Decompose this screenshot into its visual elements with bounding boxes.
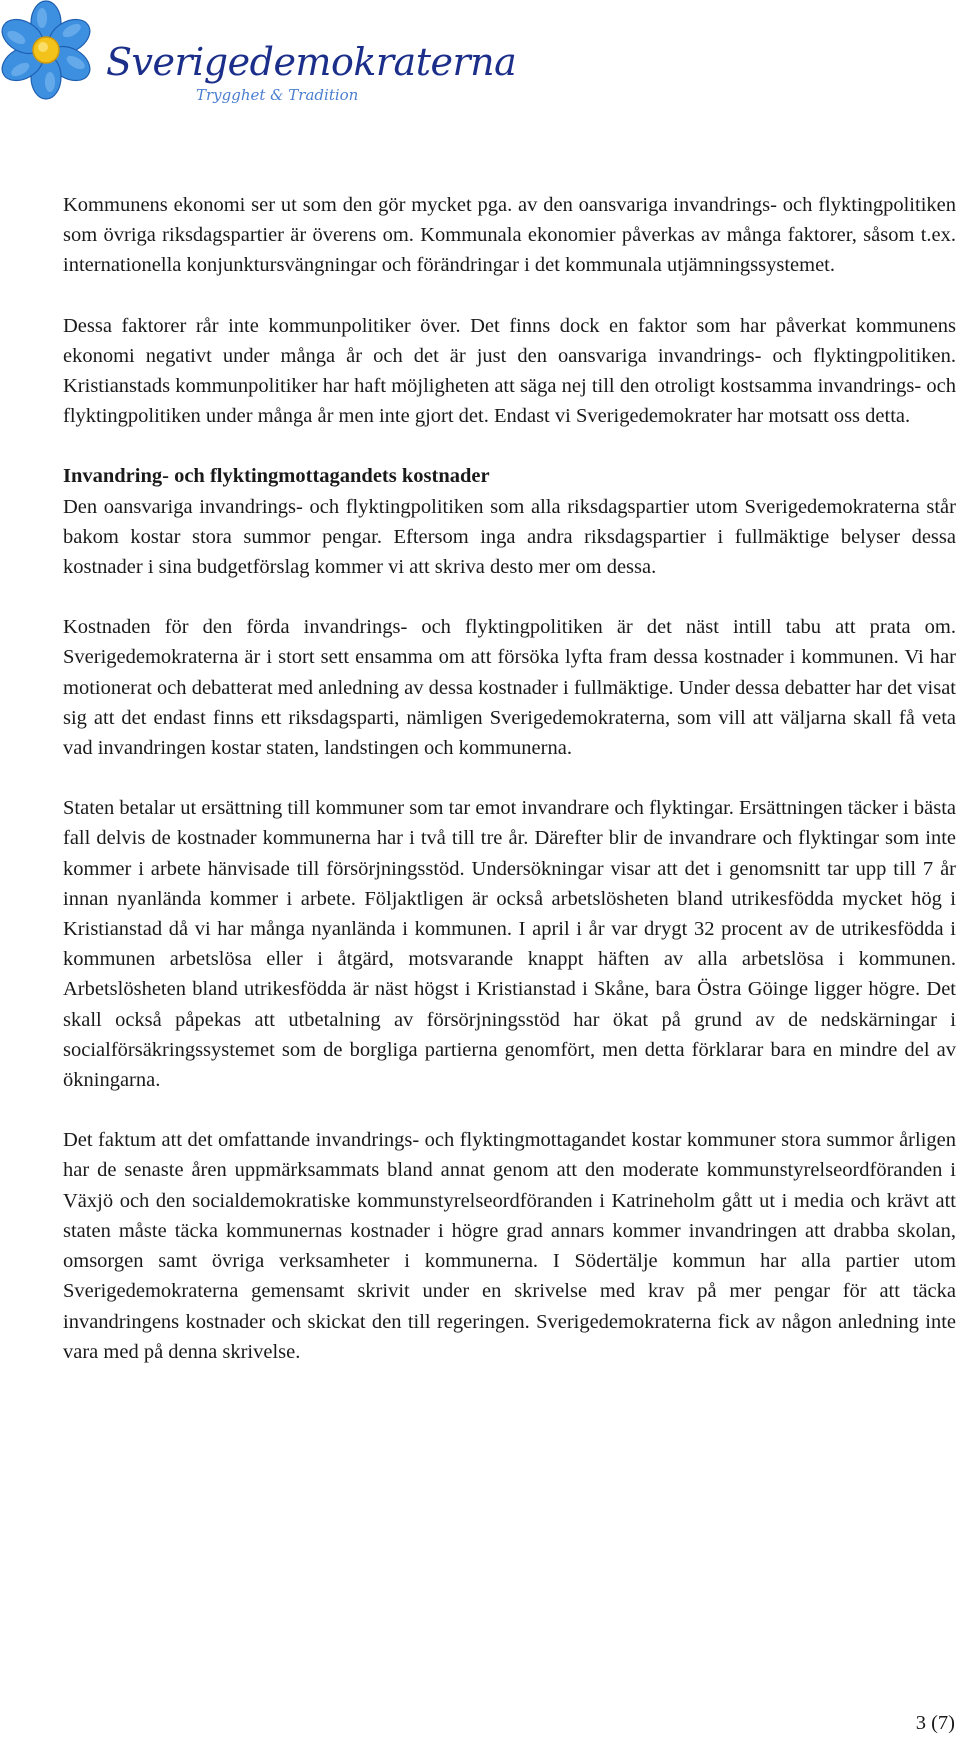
paragraph: Den oansvariga invandrings- och flyktingpolitiken som alla riksdagspartier utom Sverigedemokraterna står bakom kostar stora summor pengar. Eftersom inga andra riksdagspartier i fullmäktige belyser dessa kostnader i sina budgetförslag kommer vi att skriva desto mer om dessa. [63, 495, 956, 579]
page-number: 3 (7) [915, 1712, 955, 1734]
paragraph: Kommunens ekonomi ser ut som den gör mycket pga. av den oansvariga invandrings- och flyktingpolitiken som övriga riksdagspartier är överens om. Kommunala ekonomier påverkas av många faktorer, såsom t.ex. internationella konjunktursvängningar och förändringar i det kommunala utjämningssystemet. [63, 194, 956, 277]
section-heading: Invandring- och flyktingmottagandets kostnader [63, 465, 490, 488]
party-logo [0, 0, 517, 120]
document-body [63, 190, 956, 1397]
paragraph: Kostnaden för den förda invandrings- och flyktingpolitiken är det näst intill tabu att prata om. Sverigedemokraterna är i stort sett ensamma om att försöka lyfta fram dessa kostnader i kommunen. Vi har motionerat och debatterat med anledning av dessa kostnader i fullmäktige. Under dessa debatter har det visat sig att det endast finns ett riksdagsparti, nämligen Sverigedemokraterna, som vill att väljarna skall få veta vad invandringen kostar staten, landstingen och kommunerna. [63, 616, 956, 760]
paragraph: Staten betalar ut ersättning till kommuner som tar emot invandrare och flyktingar. Ersättningen täcker i bästa fall delvis de kostnader kommunerna har i två till tre år. Därefter blir de invandrare och flyktingar som inte kommer i arbete hänvisade till försörjningsstöd. Undersökningar visar att det i genomsnitt tar upp till 7 år innan nyanlända kommer i arbete. Följaktligen är också arbetslösheten bland utrikesfödda mycket hög i Kristianstad då vi har många nyanlända i kommunen. I april i år var drygt 32 procent av de utrikesfödda i kommunen arbetslösa eller i åtgärd, motsvarande knappt häften av alla arbetslösa i kommunen. Arbetslösheten bland utrikesfödda är näst högst i Kristianstad i Skåne, bara Östra Göinge ligger högre. Det skall också påpekas att utbetalning av försörjningsstöd har ökat på grund av de nedskärningar i socialförsäkringssystemet som de borgliga partierna genomfört, men detta förklarar bara en mindre del av ökningarna. [63, 797, 956, 1092]
logo-tagline: Trygghet & Tradition [196, 86, 359, 104]
paragraph: Dessa faktorer rår inte kommunpolitiker över. Det finns dock en faktor som har påverkat kommunens ekonomi negativt under många år och det är just den oansvariga invandrings- och flyktingpolitiken. Kristianstads kommunpolitiker har haft möjligheten att säga nej till den otroligt kostsamma invandrings- och flyktingpolitiken under många år men inte gjort det. Endast vi Sverigedemokrater har motsatt oss detta. [63, 314, 956, 428]
logo-wordmark: Sverigedemokraterna [106, 40, 517, 84]
paragraph: Det faktum att det omfattande invandrings- och flyktingmottagandet kostar kommuner stora summor årligen har de senaste åren uppmärksammats bland annat genom att den moderate kommunstyrelseordföranden i Växjö och den socialdemokratiske kommunstyrelseordföranden i Katrineholm gått ut i media och krävt att staten måste täcka kommunernas kostnader i högre grad annars kommer invandringen att drabba skolan, omsorgen samt övriga verksamheter i kommunerna. I Södertälje kommun har alla partier utom Sverigedemokraterna gemensamt skrivit under en skrivelse med krav på mer pengar för att täcka invandringens kostnader och skickat den till regeringen. Sverigedemokraterna fick av någon anledning inte vara med på denna skrivelse. [63, 1129, 956, 1363]
blue-flower-icon [0, 0, 110, 110]
